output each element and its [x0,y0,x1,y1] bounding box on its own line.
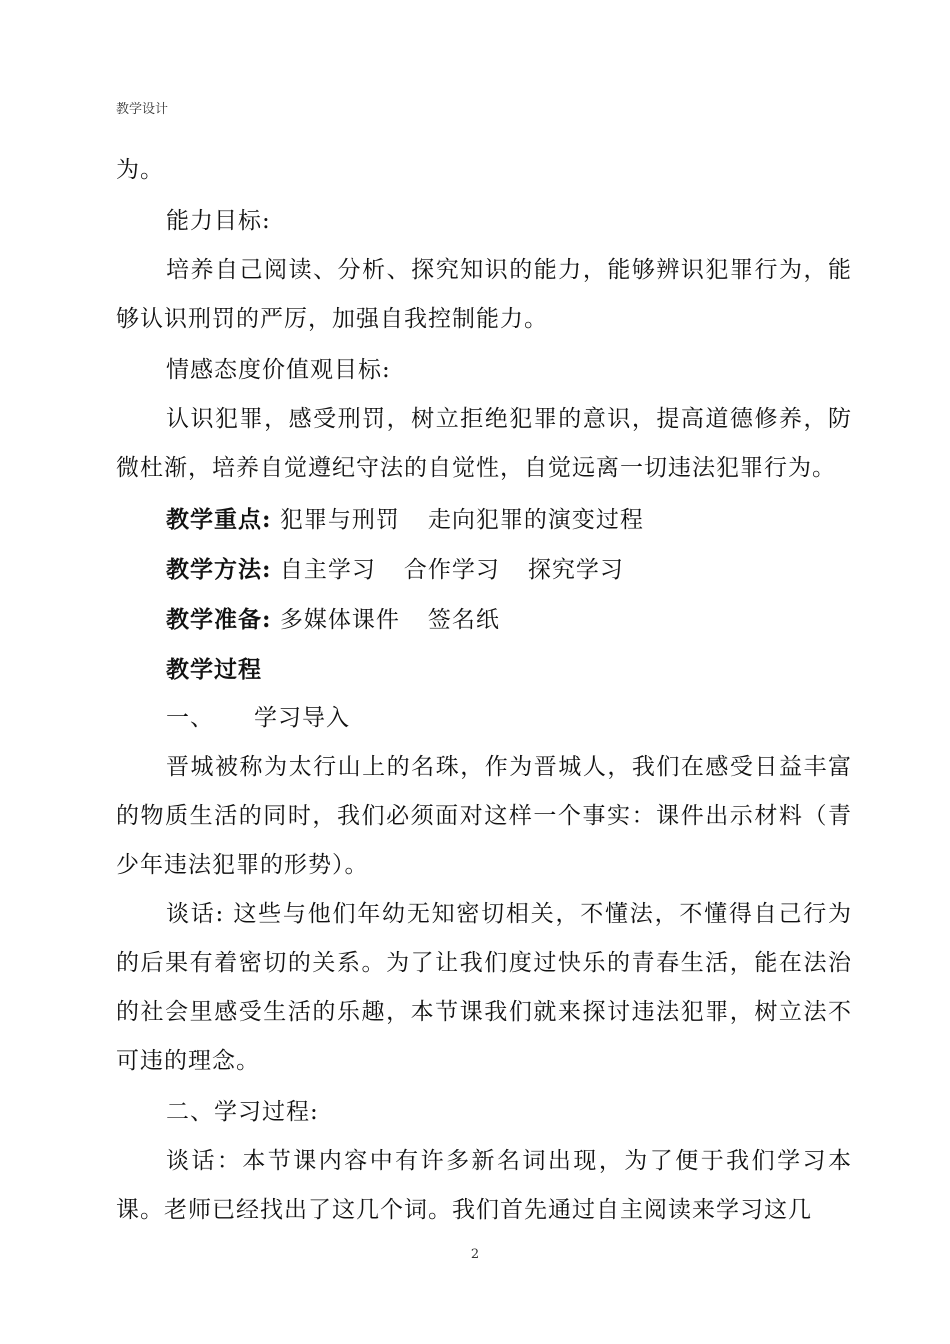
paragraph-continuation: 为。 [116,157,164,183]
teaching-preparation-item: 签名纸 [427,607,500,633]
process-paragraph: 谈话：本节课内容中有许多新名词出现，为了便于我们学习本课。老师已经找出了这几个词。我们首先通过自主阅读来学习这几 [116,1148,852,1223]
teaching-focus-item: 犯罪与刑罚 [279,507,400,533]
section-one-number: 一、 [166,705,214,731]
teaching-method [116,545,852,595]
teaching-focus [116,495,852,545]
teaching-method-item: 自主学习 [279,557,376,583]
page-number: 2 [470,1247,480,1262]
section-one-heading [116,694,852,743]
teaching-preparation-label: 教学准备: [166,606,272,633]
ability-goal-heading: 能力目标: [166,208,271,234]
page-header: 教学设计 [116,102,169,117]
teaching-process-heading: 教学过程 [166,656,262,683]
teaching-preparation [116,595,852,645]
emotion-goal-text: 认识犯罪，感受刑罚，树立拒绝犯罪的意识，提高道德修养，防微杜渐，培养自觉遵纪守法的自觉性，自觉远离一切违法犯罪行为。 [116,406,852,481]
talk-paragraph: 谈话: 这些与他们年幼无知密切相关，不懂法，不懂得自己行为的后果有着密切的关系。为了让我们度过快乐的青春生活，能在法治的社会里感受生活的乐趣，本节课我们就来探讨违法犯罪，树立法不可违的理念。 [116,901,852,1074]
teaching-focus-item: 走向犯罪的演变过程 [427,507,644,533]
teaching-method-item: 合作学习 [403,557,500,583]
teaching-method-item: 探究学习 [527,557,624,583]
emotion-goal-heading: 情感态度价值观目标: [166,357,391,383]
teaching-preparation-item: 多媒体课件 [279,607,400,633]
section-two-heading: 二、学习过程: [166,1099,319,1125]
intro-paragraph: 晋城被称为太行山上的名珠，作为晋城人，我们在感受日益丰富的物质生活的同时，我们必须面对这样一个事实：课件出示材料（青少年违法犯罪的形势）。 [116,754,852,878]
teaching-focus-label: 教学重点: [166,506,272,533]
ability-goal-text: 培养自己阅读、分析、探究知识的能力，能够辨识犯罪行为，能够认识刑罚的严厉，加强自我控制能力。 [116,257,852,332]
section-one-title: 学习导入 [254,705,350,731]
teaching-method-label: 教学方法: [166,556,272,583]
document-body [116,146,852,1235]
